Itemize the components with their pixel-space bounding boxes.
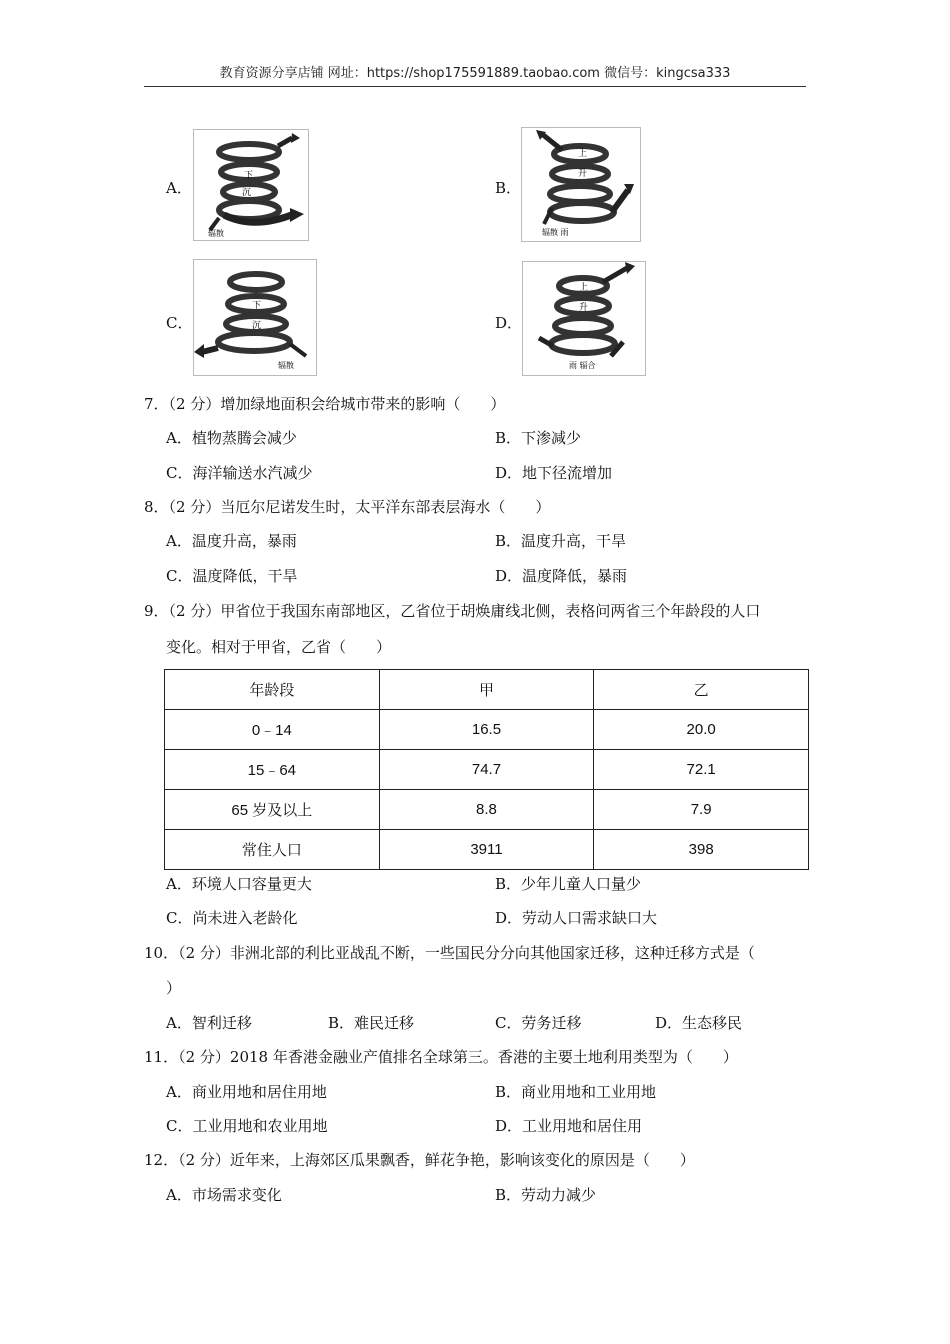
q7-stem: 7．（2 分）增加绿地面积会给城市带来的影响（ ） (144, 395, 506, 413)
q8-option-c[interactable]: C．温度降低，干旱 (166, 567, 298, 585)
q8-stem: 8．（2 分）当厄尔尼诺发生时，太平洋东部表层海水（ ） (144, 498, 551, 516)
table-cell: 7.9 (594, 790, 809, 830)
q10-option-b[interactable]: B．难民迁移 (328, 1014, 415, 1032)
q9-option-b[interactable]: B．少年儿童人口量少 (495, 875, 642, 893)
q9-option-c[interactable]: C．尚未进入老龄化 (166, 909, 298, 927)
q9-option-d[interactable]: D．劳动人口需求缺口大 (495, 909, 658, 927)
caption-a: 辐散 (208, 229, 224, 238)
table-cell: 20.0 (594, 710, 809, 750)
q7-option-b[interactable]: B．下渗减少 (495, 429, 582, 447)
q12-option-b[interactable]: B．劳动力减少 (495, 1186, 597, 1204)
q11-option-d[interactable]: D．工业用地和居住用 (495, 1117, 643, 1135)
q11-option-a[interactable]: A．商业用地和居住用地 (166, 1083, 327, 1101)
q10-stem-line1: 10．（2 分）非洲北部的利比亚战乱不断，一些国民分分向其他国家迁移，这种迁移方式是（ (144, 944, 755, 962)
q10-option-a[interactable]: A．智利迁移 (166, 1014, 252, 1032)
q8-option-b[interactable]: B．温度升高，干旱 (495, 532, 627, 550)
table-cell: 398 (594, 830, 809, 870)
table-row (165, 750, 809, 790)
table-cell: 15﹣64 (165, 750, 380, 790)
q9-option-a[interactable]: A．环境人口容量更大 (166, 875, 312, 893)
table-cell: 0﹣14 (165, 710, 380, 750)
table-cell: 16.5 (379, 710, 594, 750)
option-b-label[interactable]: B． (495, 179, 522, 197)
caption-d: 雨 辐合 (569, 361, 596, 370)
spiral-diagram-d (522, 261, 646, 376)
q11-stem: 11．（2 分）2018 年香港金融业产值排名全球第三。香港的主要土地利用类型为（ ） (144, 1048, 738, 1066)
q12-option-a[interactable]: A．市场需求变化 (166, 1186, 282, 1204)
spiral-diagram-c (193, 259, 317, 376)
table-cell: 3911 (379, 830, 594, 870)
tag-d-2: 升 (579, 303, 589, 313)
caption-b: 辐散 雨 (542, 228, 569, 237)
q9-stem-line2: 变化。相对于甲省，乙省（ ） (166, 638, 392, 656)
tag-c-2: 沉 (252, 321, 262, 331)
q9-stem-line1: 9．（2 分）甲省位于我国东南部地区，乙省位于胡焕庸线北侧，表格问两省三个年龄段的人口 (144, 602, 761, 620)
spiral-diagram-a (193, 129, 309, 241)
option-a-label[interactable]: A． (166, 179, 192, 197)
table-cell: 常住人口 (165, 830, 380, 870)
spiral-diagram-b (521, 127, 641, 242)
table-cell: 74.7 (379, 750, 594, 790)
tag-b-1: 上 (578, 149, 588, 159)
q8-option-d[interactable]: D．温度降低，暴雨 (495, 567, 628, 585)
tag-a-2: 沉 (242, 188, 252, 198)
q7-option-a[interactable]: A．植物蒸腾会减少 (166, 429, 297, 447)
q10-option-c[interactable]: C．劳务迁移 (495, 1014, 582, 1032)
table-row (165, 830, 809, 870)
table-header-cell: 甲 (379, 670, 594, 710)
q7-option-d[interactable]: D．地下径流增加 (495, 464, 613, 482)
option-d-label[interactable]: D． (495, 314, 523, 332)
table-cell: 8.8 (379, 790, 594, 830)
option-c-label[interactable]: C． (166, 314, 193, 332)
tag-b-2: 升 (578, 169, 588, 179)
population-table (164, 669, 809, 870)
q10-option-d[interactable]: D．生态移民 (655, 1014, 743, 1032)
table-header-row (165, 670, 809, 710)
q7-option-c[interactable]: C．海洋输送水汽减少 (166, 464, 313, 482)
table-cell: 72.1 (594, 750, 809, 790)
table-cell: 65 岁及以上 (165, 790, 380, 830)
q11-option-b[interactable]: B．商业用地和工业用地 (495, 1083, 657, 1101)
table-header-cell: 年龄段 (165, 670, 380, 710)
tag-a-1: 下 (244, 171, 254, 181)
table-row (165, 710, 809, 750)
tag-c-1: 下 (252, 301, 262, 311)
page-header: 教育资源分享店铺 网址：https://shop175591889.taobao.com 微信号：kingcsa333 (144, 64, 806, 87)
q12-stem: 12．（2 分）近年来，上海郊区瓜果飘香，鲜花争艳，影响该变化的原因是（ ） (144, 1151, 695, 1169)
caption-c: 辐散 (278, 361, 294, 370)
q11-option-c[interactable]: C．工业用地和农业用地 (166, 1117, 328, 1135)
table-row (165, 790, 809, 830)
table-header-cell: 乙 (594, 670, 809, 710)
q8-option-a[interactable]: A．温度升高，暴雨 (166, 532, 297, 550)
q10-stem-line2: ） (166, 979, 182, 997)
tag-d-1: 上 (579, 283, 589, 293)
